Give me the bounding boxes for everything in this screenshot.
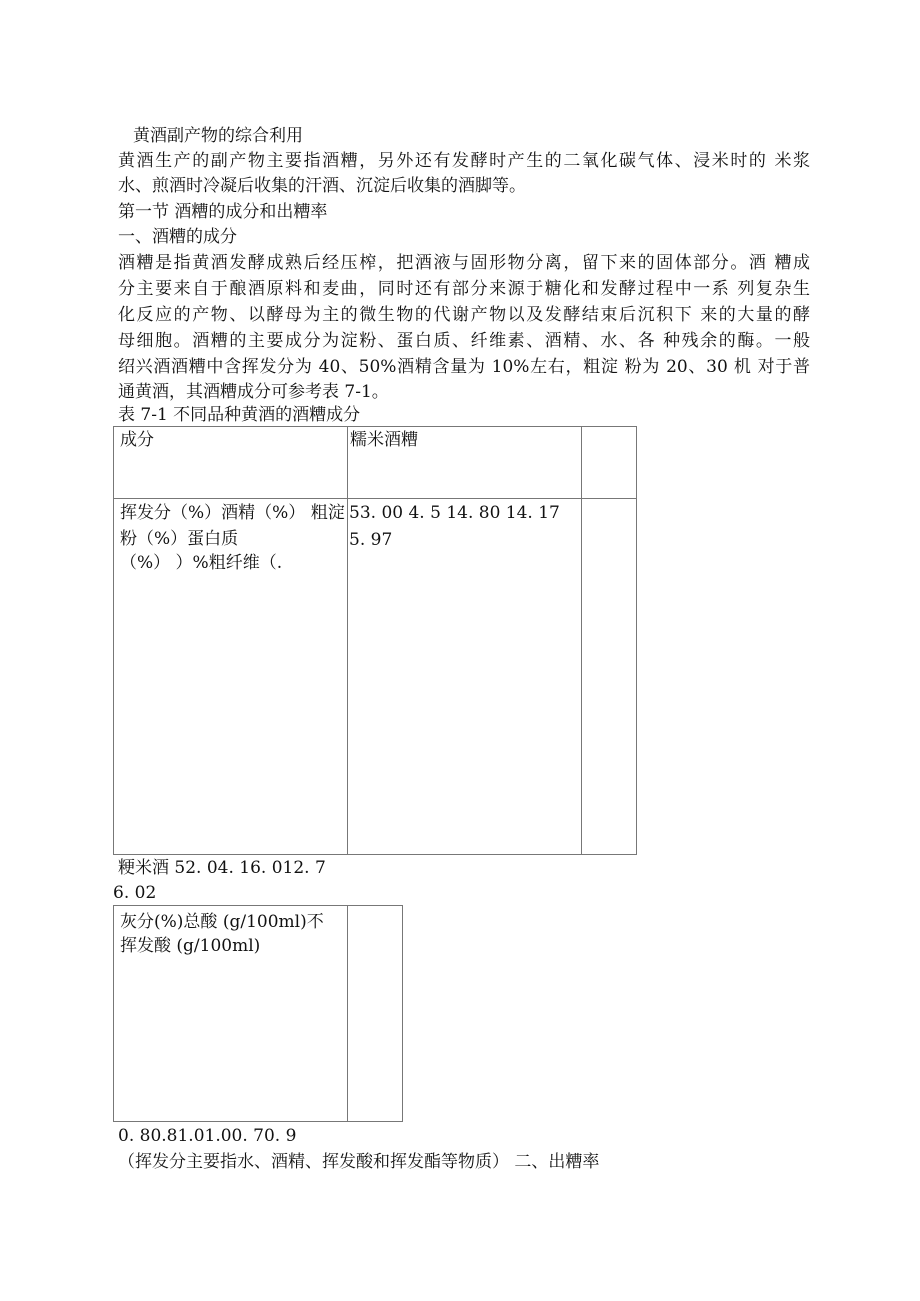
text-line: 6. 02	[113, 883, 157, 903]
text-line: （挥发分主要指水、酒精、挥发酸和挥发酯等物质） 二、出糟率	[118, 1152, 600, 1172]
body-line: 酒糟是指黄酒发酵成熟后经压榨，把酒液与固形物分离，留下来的固体部分。酒 糟成	[118, 253, 810, 273]
table-cell-line: （%） ）%粗纤维（.	[120, 553, 283, 573]
composition-table-continued	[113, 905, 403, 1122]
body-line: 绍兴酒酒糟中含挥发分为 40、50%酒精含量为 10%左右，粗淀 粉为 20、30 机 对于普	[118, 357, 810, 377]
header-cell-glutinous-rice: 糯米酒糟	[350, 430, 418, 450]
text-line: 0. 80.81.01.00. 70. 9	[118, 1126, 297, 1146]
table-cell-line: 挥发分（%）酒精（%） 粗淀	[120, 503, 345, 523]
row-divider	[114, 498, 636, 499]
column-divider	[347, 427, 348, 854]
table-caption: 表 7-1 不同品种黄酒的酒糟成分	[118, 405, 361, 425]
column-divider	[581, 427, 582, 854]
intro-line: 水、煎酒时冷凝后收集的汗酒、沉淀后收集的酒脚等。	[118, 176, 526, 196]
body-line: 化反应的产物、以酵母为主的微生物的代谢产物以及发酵结束后沉积下 来的大量的酵	[118, 305, 810, 325]
document-title: 黄酒副产物的综合利用	[133, 126, 303, 146]
composition-table	[113, 426, 637, 855]
text-line: 粳米酒 52. 04. 16. 012. 7	[118, 858, 326, 878]
table-cell-line: 5. 97	[349, 530, 393, 550]
body-line: 分主要来自于酿酒原料和麦曲，同时还有部分来源于糖化和发酵过程中一系 列复杂生	[118, 279, 810, 299]
body-line: 通黄酒，其酒糟成分可参考表 7-1。	[118, 382, 389, 402]
table-cell-line: 挥发酸 (g/100ml)	[120, 936, 261, 956]
section-heading: 第一节 酒糟的成分和出糟率	[118, 202, 328, 222]
intro-line: 黄酒生产的副产物主要指酒糟，另外还有发酵时产生的二氧化碳气体、浸米时的 米浆	[118, 151, 810, 171]
table-cell-line: 53. 00 4. 5 14. 80 14. 17	[349, 503, 560, 523]
column-divider	[347, 906, 348, 1121]
subsection-heading: 一、酒糟的成分	[118, 227, 237, 247]
table-cell-line: 灰分(%)总酸 (g/100ml)不	[120, 912, 324, 932]
table-cell-line: 粉（%）蛋白质	[120, 529, 239, 549]
body-line: 母细胞。酒糟的主要成分为淀粉、蛋白质、纤维素、酒精、水、各 种残余的酶。一般	[118, 331, 810, 351]
header-cell-component: 成分	[120, 430, 154, 450]
